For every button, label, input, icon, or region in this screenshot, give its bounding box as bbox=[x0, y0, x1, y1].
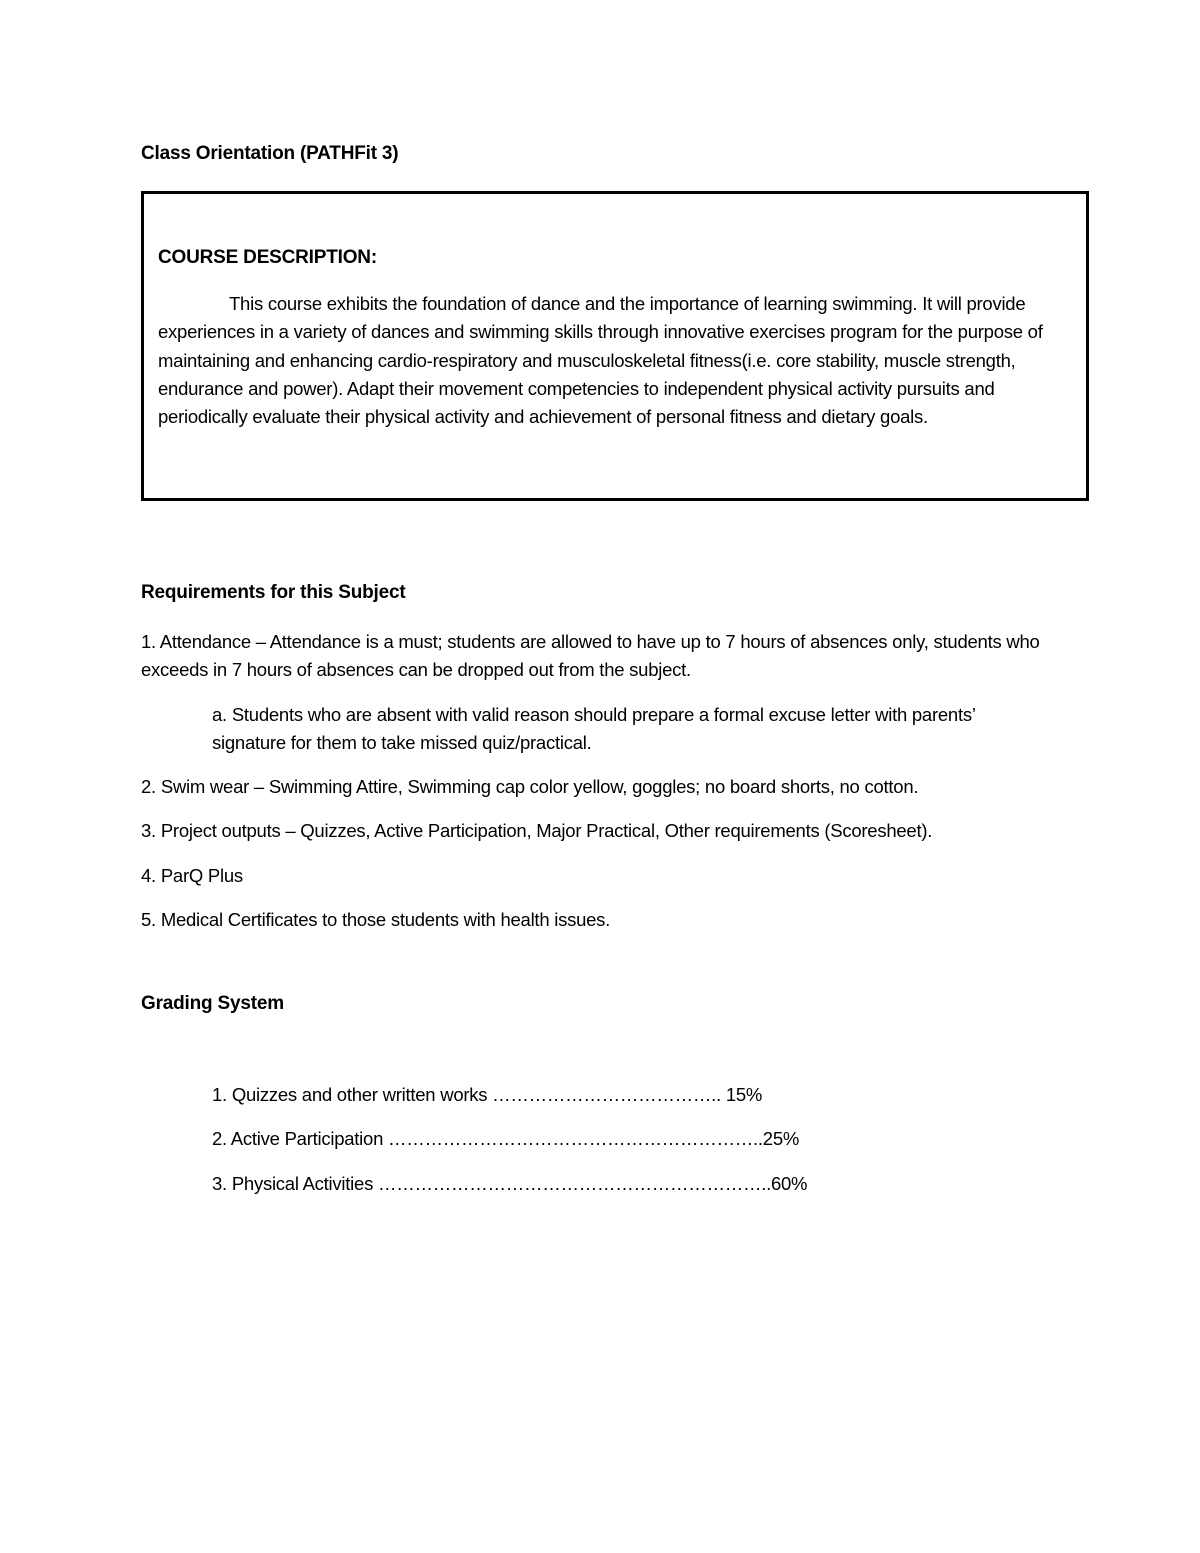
requirement-item: 2. Swim wear – Swimming Attire, Swimming cap color yellow, goggles; no board shorts, no cotton. bbox=[141, 776, 919, 798]
grading-item: 2. Active Participation ……………………………………………………..25% bbox=[212, 1128, 800, 1150]
requirement-item: 3. Project outputs – Quizzes, Active Participation, Major Practical, Other requirements (Scoresheet). bbox=[141, 820, 933, 842]
grading-heading: Grading System bbox=[141, 993, 284, 1014]
requirement-item: 1. Attendance – Attendance is a must; students are allowed to have up to 7 hours of absences only, students who exceeds in 7 hours of absences can be dropped out from the subject. bbox=[141, 631, 1040, 681]
requirements-heading: Requirements for this Subject bbox=[141, 582, 406, 603]
course-description-heading: COURSE DESCRIPTION: bbox=[158, 247, 377, 268]
requirement-item: 5. Medical Certificates to those students with health issues. bbox=[141, 909, 611, 931]
requirement-item: 4. ParQ Plus bbox=[141, 864, 243, 886]
requirements-list bbox=[141, 628, 1081, 950]
grading-list bbox=[212, 1081, 807, 1214]
course-description-box bbox=[141, 191, 1089, 501]
grading-item: 3. Physical Activities ………………………………………………………..60% bbox=[212, 1172, 808, 1194]
grading-item: 1. Quizzes and other written works ……………………………….. 15% bbox=[212, 1084, 763, 1105]
course-description-body: This course exhibits the foundation of dance and the importance of learning swimming. It will provide experiences in a variety of dances and swimming skills through innovative exercises program for the purpose of maintaining and enhancing cardio-respiratory and musculoskeletal fitness(i.e. core stability, muscle strength, endurance and power). Adapt their movement competencies to independent physical activity pursuits and periodically evaluate their physical activity and achievement of personal fitness and dietary goals. bbox=[158, 293, 1043, 428]
requirement-subitem: a. Students who are absent with valid reason should prepare a formal excuse letter with parents’ signature for them to take missed quiz/practical. bbox=[212, 703, 976, 753]
document-title: Class Orientation (PATHFit 3) bbox=[141, 143, 399, 164]
